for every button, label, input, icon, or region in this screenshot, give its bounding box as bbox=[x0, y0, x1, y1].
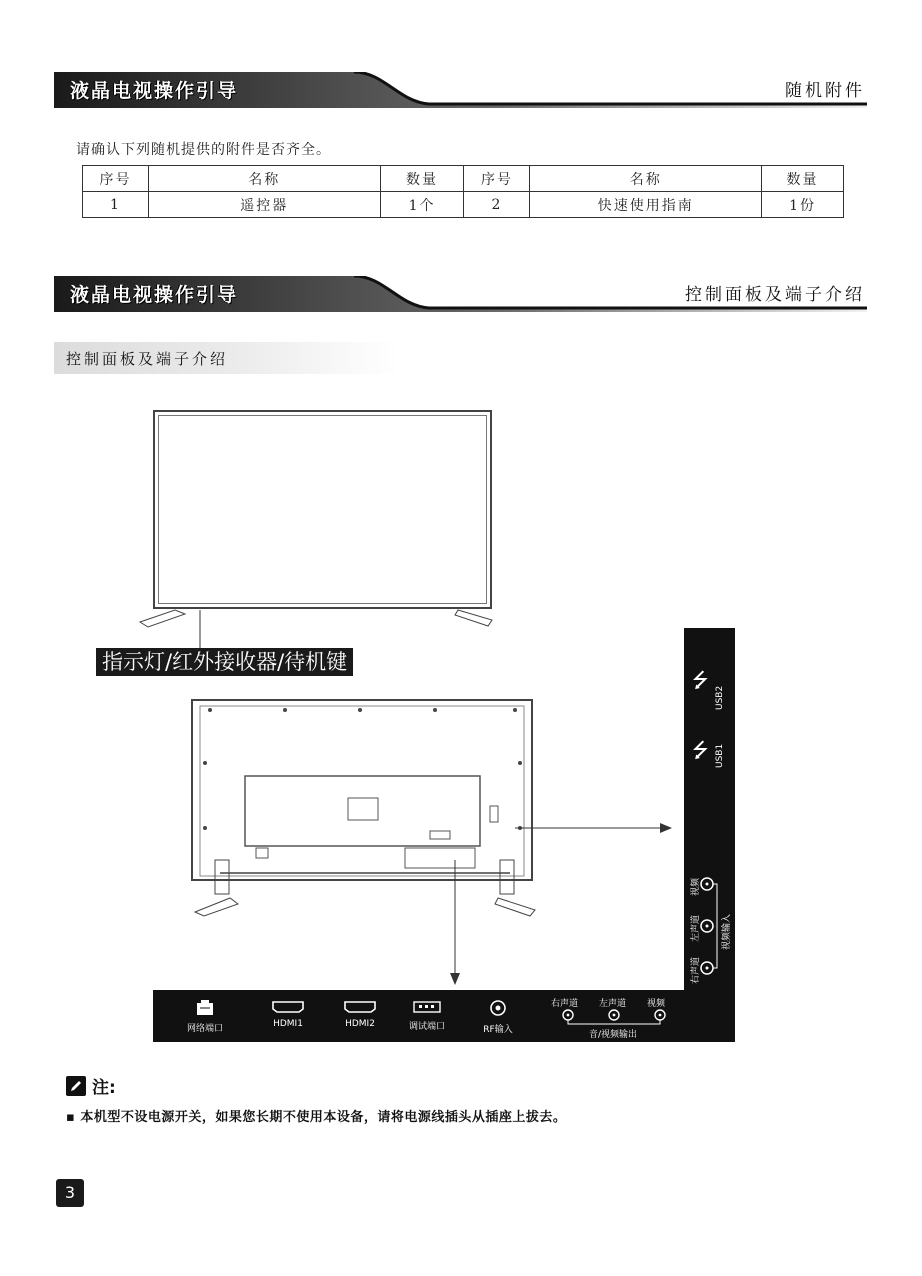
debug-port bbox=[401, 1000, 453, 1032]
section-title: 液晶电视操作引导 bbox=[70, 80, 239, 102]
table-cell: 遥控器 bbox=[148, 192, 380, 218]
usb1-label: USB1 bbox=[715, 743, 725, 768]
usb-icon: ⭍ bbox=[692, 738, 709, 762]
section-header-accessories bbox=[54, 72, 867, 108]
table-cell: 1个 bbox=[380, 192, 464, 218]
section-title: 液晶电视操作引导 bbox=[70, 284, 239, 306]
tv-screen bbox=[158, 415, 487, 604]
rf-label: RF输入 bbox=[483, 1025, 513, 1035]
section-header-control-panel bbox=[54, 276, 867, 312]
debug-port-icon bbox=[412, 1000, 442, 1014]
table-header-cell: 数量 bbox=[762, 166, 844, 192]
table-row bbox=[83, 192, 844, 218]
connector-arrows bbox=[440, 820, 680, 990]
subheading-band bbox=[54, 342, 399, 374]
ethernet-label: 网络端口 bbox=[186, 1024, 223, 1034]
note-text: ▪ 本机型不设电源开关，如果您长期不使用本设备，请将电源线插头从插座上拔去。 bbox=[66, 1110, 567, 1125]
rf-jack-icon bbox=[489, 999, 507, 1017]
av-out-left-label: 左声道 bbox=[599, 999, 627, 1009]
section-right-label: 随机附件 bbox=[785, 81, 865, 101]
pencil-icon bbox=[66, 1076, 86, 1096]
tv-front-illustration bbox=[153, 410, 492, 609]
ethernet-icon bbox=[196, 1000, 214, 1016]
av-output-jacks bbox=[553, 1007, 683, 1027]
rf-port bbox=[473, 999, 523, 1035]
table-header-cell: 名称 bbox=[148, 166, 380, 192]
av-in-right-label: 右声道 bbox=[691, 956, 701, 984]
hdmi-icon bbox=[271, 1000, 305, 1014]
note-heading bbox=[66, 1073, 116, 1098]
note-title: 注: bbox=[92, 1078, 116, 1098]
av-in-left-label: 左声道 bbox=[691, 914, 701, 942]
page-number: 3 bbox=[56, 1179, 84, 1207]
av-out-right-label: 右声道 bbox=[551, 999, 579, 1009]
table-header-cell: 序号 bbox=[83, 166, 149, 192]
hdmi-icon bbox=[343, 1000, 377, 1014]
side-connector-panel bbox=[684, 628, 735, 1042]
usb2-label: USB2 bbox=[715, 685, 725, 710]
hdmi2-label: HDMI2 bbox=[345, 1019, 375, 1029]
table-header-cell: 名称 bbox=[530, 166, 762, 192]
accessories-table bbox=[82, 165, 844, 218]
indicator-label: 指示灯/红外接收器/待机键 bbox=[96, 648, 353, 676]
debug-label: 调试端口 bbox=[408, 1022, 445, 1032]
table-cell: 2 bbox=[464, 192, 530, 218]
usb-icon: ⭍ bbox=[692, 668, 709, 692]
bottom-connector-panel bbox=[153, 990, 735, 1042]
av-in-video-label: 视频 bbox=[691, 877, 701, 896]
av-out-video-label: 视频 bbox=[647, 999, 666, 1009]
table-cell: 1份 bbox=[762, 192, 844, 218]
intro-text: 请确认下列随机提供的附件是否齐全。 bbox=[76, 142, 331, 158]
table-cell: 快速使用指南 bbox=[530, 192, 762, 218]
subheading: 控制面板及端子介绍 bbox=[66, 350, 229, 368]
av-out-group-label: 音/视频输出 bbox=[589, 1030, 638, 1040]
hdmi2-port bbox=[335, 1000, 385, 1029]
table-cell: 1 bbox=[83, 192, 149, 218]
section-right-label: 控制面板及端子介绍 bbox=[685, 285, 865, 305]
table-header-cell: 序号 bbox=[464, 166, 530, 192]
av-in-group-label: 视频输入 bbox=[722, 913, 732, 950]
table-header-cell: 数量 bbox=[380, 166, 464, 192]
ethernet-port bbox=[175, 1000, 235, 1034]
table-header-row bbox=[83, 166, 844, 192]
hdmi1-label: HDMI1 bbox=[273, 1019, 303, 1029]
hdmi1-port bbox=[263, 1000, 313, 1029]
